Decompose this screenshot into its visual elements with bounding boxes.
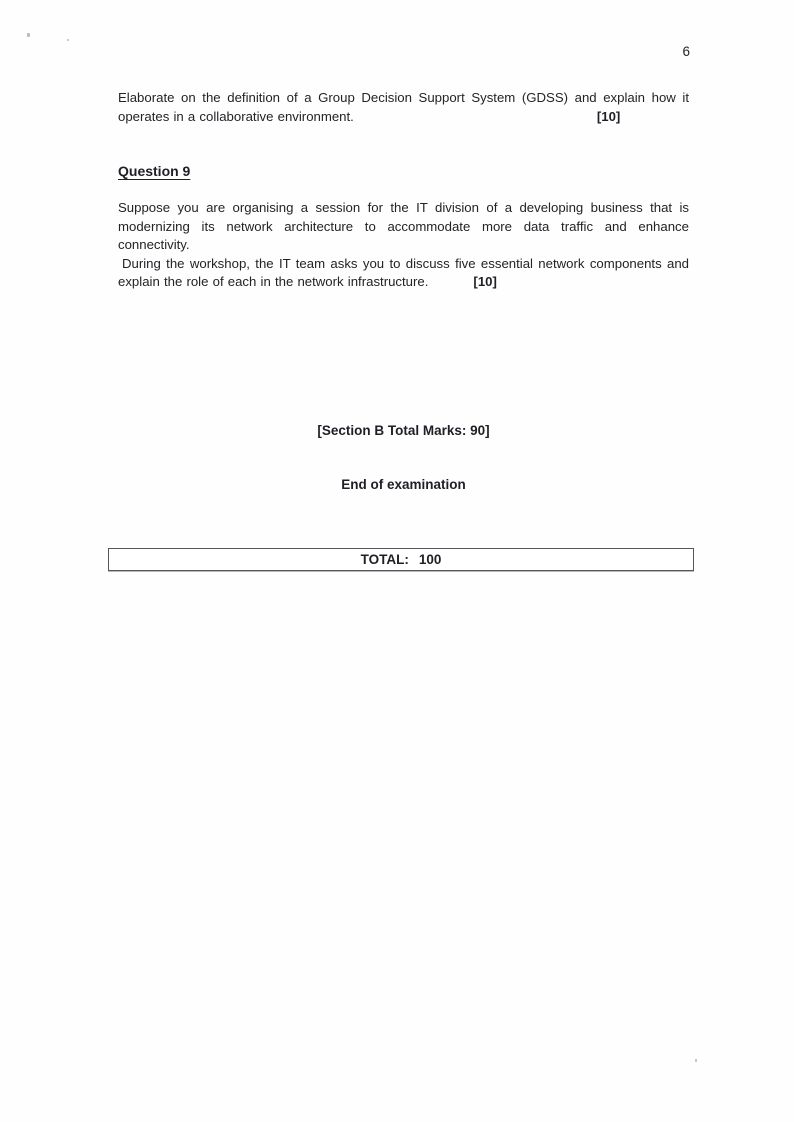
question-9-paragraph-1: Suppose you are organising a session for the IT division of a developing business that is modernizing its network architecture to accommodate more data traffic and enhance connectivity. xyxy=(118,200,689,252)
total-label: TOTAL: xyxy=(360,552,409,567)
question-9-block xyxy=(118,199,689,292)
total-value: 100 xyxy=(418,552,442,567)
end-of-examination: End of examination xyxy=(341,477,466,492)
question-8-block xyxy=(118,89,689,126)
total-box xyxy=(108,548,694,571)
section-b-total-marks: [Section B Total Marks: 90] xyxy=(317,423,490,438)
question-9-paragraph-2 xyxy=(118,255,689,292)
question-8-text: Elaborate on the definition of a Group Decision Support System (GDSS) and explain how it operates in a collaborative environment. xyxy=(118,90,689,124)
question-9-text: During the workshop, the IT team asks you to discuss five essential network components and explain the role of each in the network infrastructure. xyxy=(118,255,689,289)
scan-artifact xyxy=(695,1059,697,1062)
scan-artifact xyxy=(67,39,69,41)
question-9-marks: [10] xyxy=(473,274,497,289)
page-number: 6 xyxy=(682,44,690,59)
question-8-paragraph xyxy=(118,89,689,126)
question-8-marks: [10] xyxy=(596,108,621,124)
question-9-heading: Question 9 xyxy=(118,163,191,179)
scan-artifact xyxy=(27,33,30,37)
